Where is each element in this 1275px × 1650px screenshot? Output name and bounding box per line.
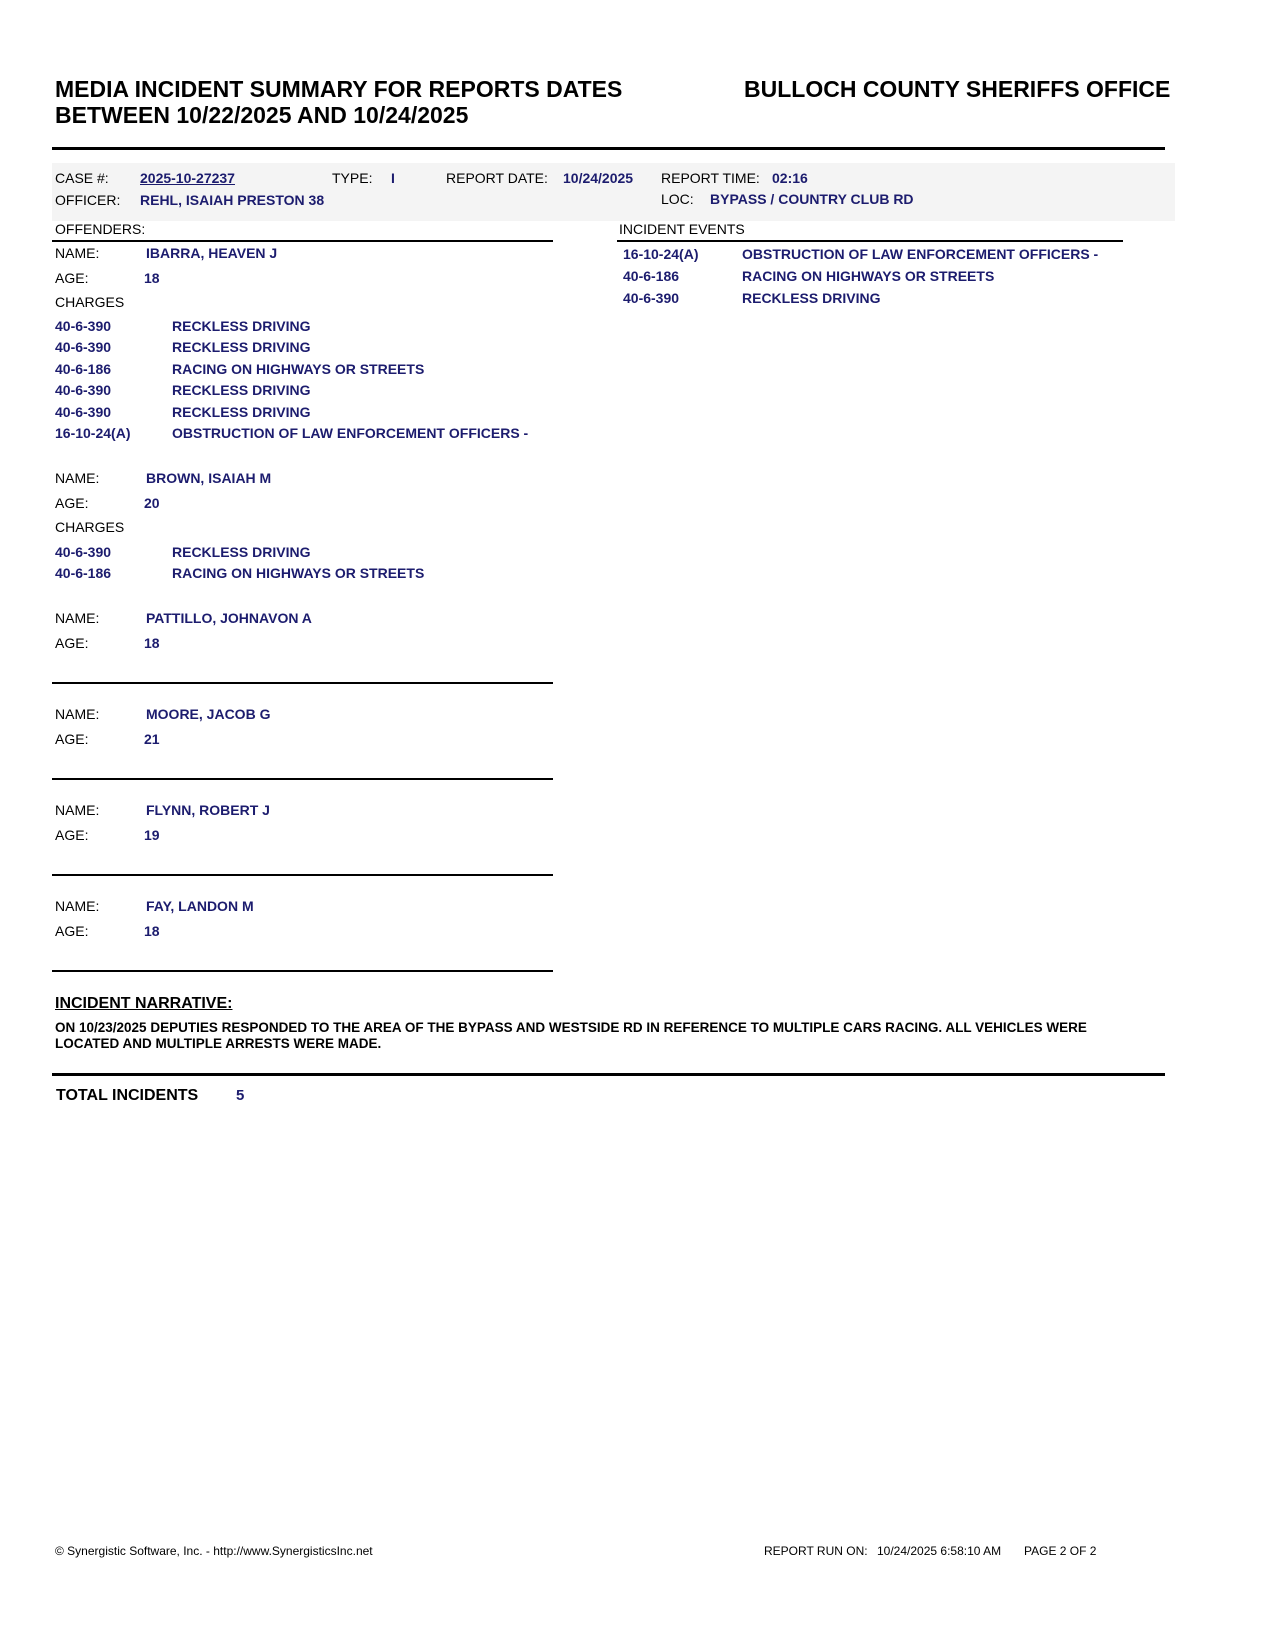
officer-label: OFFICER: <box>55 192 121 208</box>
charge-description: RECKLESS DRIVING <box>172 544 311 560</box>
offender-age: 19 <box>144 827 160 843</box>
offender-name: FAY, LANDON M <box>146 898 254 914</box>
offender-name-label: NAME: <box>55 245 100 261</box>
charge-description: RACING ON HIGHWAYS OR STREETS <box>172 361 425 377</box>
charge-description: RACING ON HIGHWAYS OR STREETS <box>172 565 425 581</box>
page-number: PAGE 2 OF 2 <box>1024 1544 1097 1558</box>
charge-code: 40-6-390 <box>55 404 112 420</box>
event-code: 40-6-390 <box>623 290 680 306</box>
charges-label: CHARGES <box>55 519 125 535</box>
type-label: TYPE: <box>332 170 373 186</box>
copyright-footer: © Synergistic Software, Inc. - http://www.SynergisticsInc.net <box>55 1544 373 1558</box>
header-rule <box>52 147 1165 150</box>
offender-age: 21 <box>144 731 160 747</box>
offender-age: 18 <box>144 923 160 939</box>
agency-name: BULLOCH COUNTY SHERIFFS OFFICE <box>744 76 1171 102</box>
charge-code: 40-6-390 <box>55 544 112 560</box>
offender-name-label: NAME: <box>55 898 100 914</box>
offender-name: PATTILLO, JOHNAVON A <box>146 610 312 626</box>
event-description: RACING ON HIGHWAYS OR STREETS <box>742 268 995 284</box>
offender-separator <box>52 778 553 780</box>
charge-code: 40-6-390 <box>55 339 112 355</box>
event-description: RECKLESS DRIVING <box>742 290 881 306</box>
charge-description: RECKLESS DRIVING <box>172 404 311 420</box>
offender-age-label: AGE: <box>55 635 89 651</box>
charge-description: RECKLESS DRIVING <box>172 339 311 355</box>
offender-name: FLYNN, ROBERT J <box>146 802 270 818</box>
incident-events-heading-rule <box>617 240 1123 242</box>
narrative-heading: INCIDENT NARRATIVE: <box>55 995 233 1012</box>
offender-age: 20 <box>144 495 160 511</box>
loc-label: LOC: <box>661 191 694 207</box>
offender-separator <box>52 682 553 684</box>
charges-label: CHARGES <box>55 294 125 310</box>
charge-code: 40-6-186 <box>55 565 112 581</box>
charge-code: 16-10-24(A) <box>55 425 131 441</box>
charge-description: RECKLESS DRIVING <box>172 318 311 334</box>
offender-separator <box>52 874 553 876</box>
report-date-label: REPORT DATE: <box>446 170 548 186</box>
case-number-link[interactable]: 2025-10-27237 <box>140 170 235 186</box>
report-time-label: REPORT TIME: <box>661 170 760 186</box>
offender-age-label: AGE: <box>55 827 89 843</box>
total-incidents-label: TOTAL INCIDENTS <box>56 1087 199 1104</box>
charge-description: OBSTRUCTION OF LAW ENFORCEMENT OFFICERS - <box>172 425 529 441</box>
offender-name-label: NAME: <box>55 610 100 626</box>
report-title-line2: BETWEEN 10/22/2025 AND 10/24/2025 <box>55 102 469 128</box>
offender-name: IBARRA, HEAVEN J <box>146 245 278 261</box>
offender-age-label: AGE: <box>55 495 89 511</box>
charge-description: RECKLESS DRIVING <box>172 382 311 398</box>
charge-code: 40-6-390 <box>55 382 112 398</box>
charge-code: 40-6-186 <box>55 361 112 377</box>
case-label: CASE #: <box>55 170 109 186</box>
total-incidents-value: 5 <box>236 1087 245 1104</box>
offender-age: 18 <box>144 635 160 651</box>
report-date-value: 10/24/2025 <box>563 170 634 186</box>
offender-age-label: AGE: <box>55 923 89 939</box>
officer-value: REHL, ISAIAH PRESTON 38 <box>140 192 325 208</box>
report-title-line1: MEDIA INCIDENT SUMMARY FOR REPORTS DATES <box>55 76 623 102</box>
offender-age: 18 <box>144 270 160 286</box>
incident-events-heading: INCIDENT EVENTS <box>619 221 745 237</box>
offender-age-label: AGE: <box>55 270 89 286</box>
event-code: 16-10-24(A) <box>623 246 699 262</box>
loc-value: BYPASS / COUNTRY CLUB RD <box>710 191 914 207</box>
narrative-rule <box>52 1073 1165 1076</box>
narrative-text: ON 10/23/2025 DEPUTIES RESPONDED TO THE AREA OF THE BYPASS AND WESTSIDE RD IN REFERENCE TO MULTIPLE CARS RACING. ALL VEHICLES WERE LOCATED AND MULTIPLE ARRESTS WERE MADE. <box>55 1020 1087 1051</box>
offender-separator <box>52 970 553 972</box>
offender-name-label: NAME: <box>55 470 100 486</box>
type-value: I <box>391 170 395 186</box>
report-run-on-value: 10/24/2025 6:58:10 AM <box>877 1544 1002 1558</box>
offenders-heading-rule <box>52 240 553 242</box>
charge-code: 40-6-390 <box>55 318 112 334</box>
offenders-heading: OFFENDERS: <box>55 221 146 237</box>
offender-name: MOORE, JACOB G <box>146 706 271 722</box>
event-code: 40-6-186 <box>623 268 680 284</box>
offender-name-label: NAME: <box>55 706 100 722</box>
report-run-on-label: REPORT RUN ON: <box>764 1544 868 1558</box>
offender-name: BROWN, ISAIAH M <box>146 470 272 486</box>
offender-age-label: AGE: <box>55 731 89 747</box>
report-time-value: 02:16 <box>772 170 808 186</box>
event-description: OBSTRUCTION OF LAW ENFORCEMENT OFFICERS - <box>742 246 1099 262</box>
offender-name-label: NAME: <box>55 802 100 818</box>
